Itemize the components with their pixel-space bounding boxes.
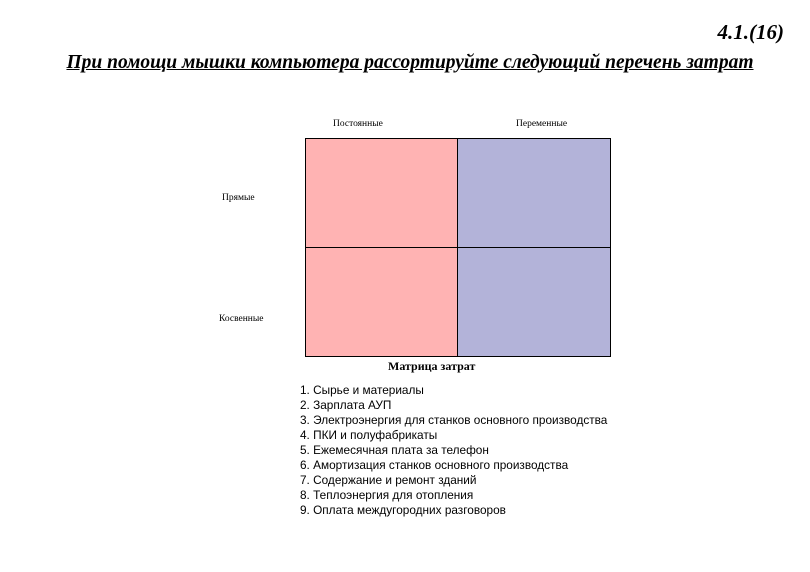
drop-zone-indirect-variable[interactable] — [458, 248, 610, 357]
row-label-indirect: Косвенные — [219, 314, 264, 324]
cost-item[interactable]: 4. ПКИ и полуфабрикаты — [300, 428, 438, 442]
page-title: При помощи мышки компьютера рассортируйте следующий перечень затрат — [66, 52, 754, 73]
column-label-constant: Постоянные — [333, 119, 383, 129]
cost-item[interactable]: 1. Сырье и материалы — [300, 383, 424, 397]
cost-matrix — [305, 138, 611, 357]
matrix-caption: Матрица затрат — [388, 359, 476, 373]
cost-item[interactable]: 8. Теплоэнергия для отопления — [300, 488, 474, 502]
drop-zone-direct-constant[interactable] — [306, 139, 458, 248]
cost-item[interactable]: 5. Ежемесячная плата за телефон — [300, 443, 489, 457]
cost-items-list — [300, 383, 640, 518]
cost-item[interactable]: 9. Оплата междугородних разговоров — [300, 503, 506, 517]
column-label-variable: Переменные — [516, 119, 568, 129]
drop-zone-direct-variable[interactable] — [458, 139, 610, 248]
slide-number: 4.1.(16) — [717, 20, 784, 44]
row-label-direct: Прямые — [222, 193, 255, 203]
cost-item[interactable]: 2. Зарплата АУП — [300, 398, 392, 412]
cost-item[interactable]: 3. Электроэнергия для станков основного производства — [300, 413, 608, 427]
cost-item[interactable]: 7. Содержание и ремонт зданий — [300, 473, 477, 487]
cost-item[interactable]: 6. Амортизация станков основного производства — [300, 458, 569, 472]
drop-zone-indirect-constant[interactable] — [306, 248, 458, 357]
